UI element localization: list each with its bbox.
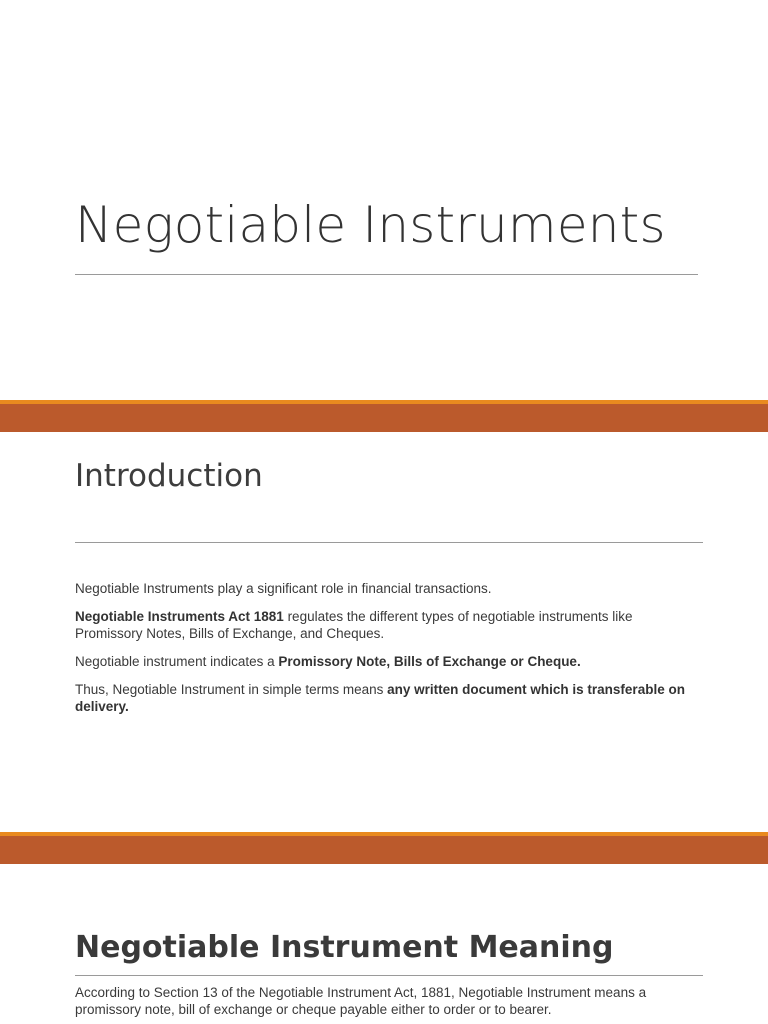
meaning-body: According to Section 13 of the Negotiable Instrument Act, 1881, Negotiable Instrument means a promissory note, bill of exchange or cheque payable either to order or to bearer. [75, 985, 647, 1017]
meaning-underline [75, 975, 703, 976]
title-slide [0, 0, 768, 400]
intro-paragraph-4-text: Thus, Negotiable Instrument in simple terms means [75, 682, 388, 697]
introduction-heading: Introduction [75, 458, 263, 494]
intro-paragraph-1: Negotiable Instruments play a significant role in financial transactions. [75, 581, 492, 596]
intro-paragraph-2 [75, 608, 703, 642]
introduction-slide [0, 432, 768, 832]
slide-separator [0, 832, 768, 864]
meaning-slide [0, 864, 768, 1024]
slide-title: Negotiable Instruments [75, 196, 666, 254]
introduction-underline [75, 542, 703, 543]
intro-paragraph-3 [75, 653, 703, 670]
intro-paragraph-3-text: Negotiable instrument indicates a [75, 654, 279, 669]
instrument-types: Promissory Note, Bills of Exchange or Cheque. [278, 654, 581, 669]
meaning-heading: Negotiable Instrument Meaning [75, 930, 614, 965]
definition-emphasis: any written document which is transferable on delivery. [75, 682, 685, 714]
introduction-body [75, 580, 703, 726]
intro-paragraph-4 [75, 681, 703, 715]
slide-separator [0, 400, 768, 432]
title-underline [75, 274, 698, 275]
intro-paragraph-2-text: regulates the different types of negotiable instruments like Promissory Notes, Bills of Exchange, and Cheques. [75, 609, 633, 641]
act-name: Negotiable Instruments Act 1881 [75, 609, 284, 624]
